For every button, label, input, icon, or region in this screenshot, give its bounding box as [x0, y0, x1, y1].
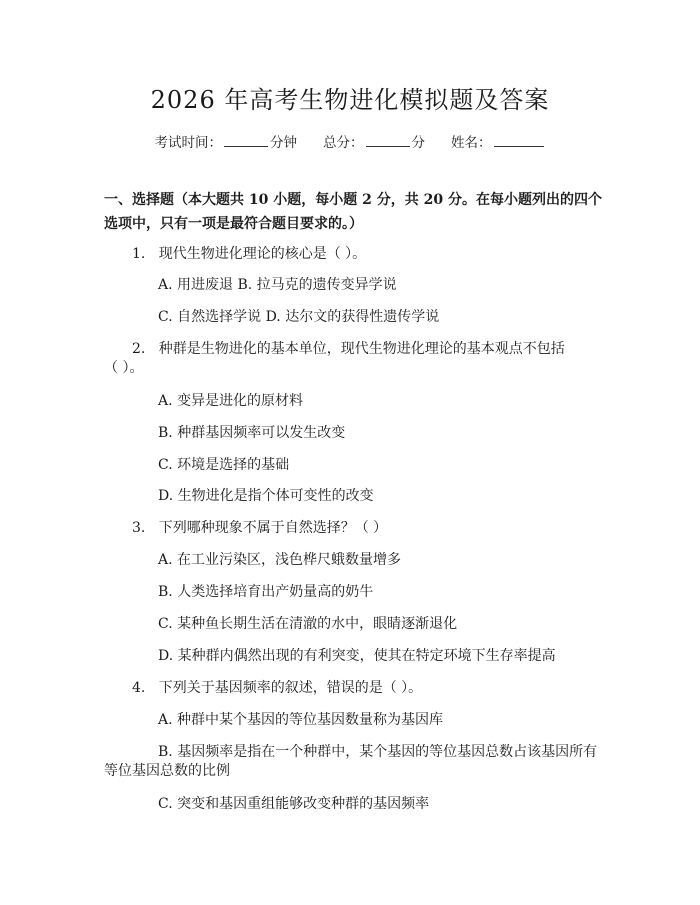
question-1 — [132, 243, 366, 265]
question-2 — [132, 338, 565, 360]
time-label: 考试时间： — [154, 135, 222, 151]
option-line: A. 用进废退 B. 拉马克的遗传变异学说 — [158, 277, 397, 293]
question-number: 2. — [132, 341, 146, 357]
name-blank — [494, 134, 544, 147]
question-stem: 现代生物进化理论的核心是（ ）。 — [158, 246, 367, 262]
question-stem-continued: （ ）。 — [104, 360, 144, 376]
option-line: C. 自然选择学说 D. 达尔文的获得性遗传学说 — [158, 309, 440, 325]
score-unit: 分 — [411, 135, 425, 151]
option-a: A. 种群中某个基因的等位基因数量称为基因库 — [158, 712, 444, 728]
question-stem: 下列关于基因频率的叙述，错误的是（ ）。 — [158, 680, 423, 696]
question-number: 1. — [132, 246, 146, 262]
option-b: B. 基因频率是指在一个种群中，某个基因的等位基因总数占该基因所有 — [158, 744, 598, 760]
question-4 — [132, 677, 422, 699]
option-c: C. 某种鱼长期生活在清澈的水中，眼睛逐渐退化 — [158, 616, 458, 632]
option-d: D. 生物进化是指个体可变性的改变 — [158, 488, 374, 504]
time-unit: 分钟 — [270, 135, 297, 151]
question-number: 4. — [132, 680, 146, 696]
score-blank — [366, 134, 410, 147]
time-blank — [224, 134, 268, 147]
option-b: B. 人类选择培育出产奶量高的奶牛 — [158, 584, 374, 600]
option-a: A. 在工业污染区，浅色桦尺蛾数量增多 — [158, 552, 402, 568]
option-c: C. 环境是选择的基础 — [158, 457, 290, 473]
option-c: C. 突变和基因重组能够改变种群的基因频率 — [158, 796, 430, 812]
score-label: 总分： — [323, 135, 364, 151]
option-d: D. 某种群内偶然出现的有利突变，使其在特定环境下生存率提高 — [158, 648, 556, 664]
option-b-continued: 等位基因总数的比例 — [104, 763, 230, 779]
question-stem: 种群是生物进化的基本单位，现代生物进化理论的基本观点不包括 — [158, 341, 565, 357]
question-stem: 下列哪种现象不属于自然选择？（ ） — [158, 520, 388, 536]
option-b: B. 种群基因频率可以发生改变 — [158, 425, 346, 441]
question-number: 3. — [132, 520, 146, 536]
name-label: 姓名： — [451, 135, 492, 151]
question-3 — [132, 517, 387, 539]
page-title: 2026 年高考生物进化模拟题及答案 — [150, 86, 550, 114]
section-heading: 一、选择题（本大题共 10 小题，每小题 2 分，共 20 分。在每小题列出的四个选项中，只有一项是最符合题目要求的。） — [104, 192, 602, 232]
option-a: A. 变异是进化的原材料 — [158, 393, 304, 409]
exam-info-line — [0, 131, 700, 151]
